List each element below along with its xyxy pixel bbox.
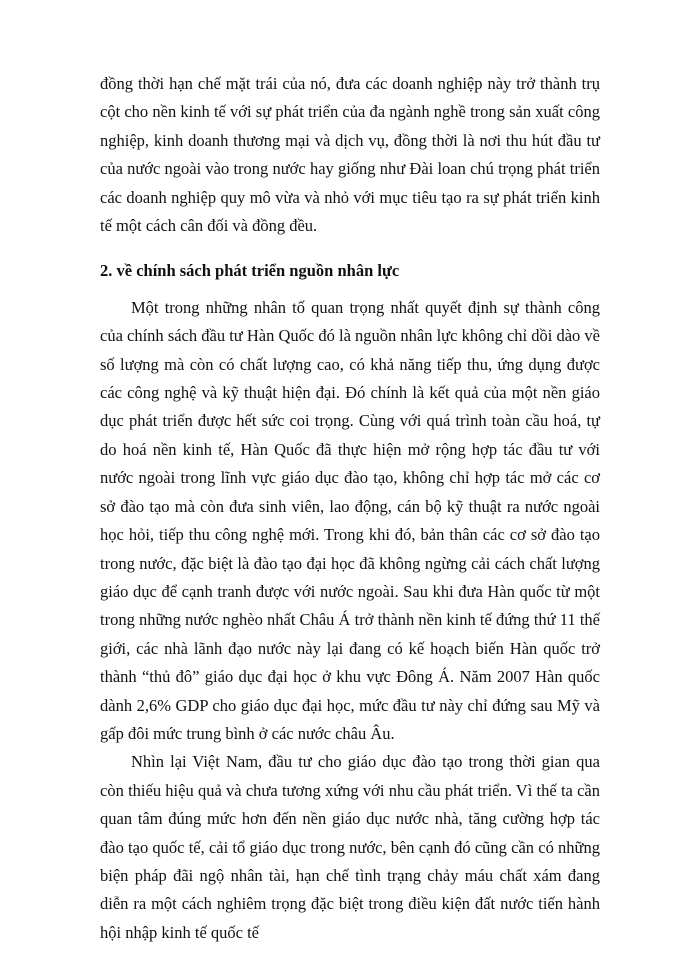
paragraph-intro: đồng thời hạn chế mặt trái của nó, đưa các doanh nghiệp này trở thành trụ cột cho nền kinh tế với sự phát triển của đa ngành nghề trong sản xuất công nghiệp, kinh doanh thương mại và dịch vụ, đồng thời là nơi thu hút đầu tư của nước ngoài vào trong nước hay giống như Đài loan chú trọng phát triển các doanh nghiệp quy mô vừa và nhỏ với mục tiêu tạo ra sự phát triển kinh tế một cách cân đối và đồng đều. [100,74,600,236]
section-heading: 2. về chính sách phát triển nguồn nhân lực [100,261,400,281]
paragraph-human-resources: Một trong những nhân tố quan trọng nhất quyết định sự thành công của chính sách đầu tư Hàn Quốc đó là nguồn nhân lực không chỉ dồi dào về số lượng mà còn có chất lượng cao, có khả năng tiếp thu, ứng dụng được các công nghệ và kỹ thuật hiện đại. Đó chính là kết quả của một nền giáo dục phát triển được hết sức coi trọng. Cùng với quá trình toàn cầu hoá, tự do hoá nền kinh tế, Hàn Quốc đã thực hiện mở rộng hợp tác đầu tư với nước ngoài trong lĩnh vực giáo dục đào tạo, không chỉ hợp tác mở các cơ sở đào tạo mà còn đưa sinh viên, lao động, cán bộ kỹ thuật ra nước ngoài học hỏi, tiếp thu công nghệ mới. Trong khi đó, bản thân các cơ sở đào tạo trong nước, đặc biệt là đào tạo đại học đã không ngừng cải cách chất lượng giáo dục để cạnh tranh được với nước ngoài. Sau khi đưa Hàn quốc từ một trong những nước nghèo nhất Châu Á trở thành nền kinh tế đứng thứ 11 thế giới, các nhà lãnh đạo nước này lại đang có kế hoạch biến Hàn quốc trở thành “thủ đô” giáo dục đại học ở khu vực Đông Á. Năm 2007 Hàn quốc dành 2,6% GDP cho giáo dục đại học, mức đầu tư này chỉ đứng sau Mỹ và gấp đôi mức trung bình ở các nước châu Âu. [100,297,600,743]
paragraph-vietnam: Nhìn lại Việt Nam, đầu tư cho giáo dục đào tạo trong thời gian qua còn thiếu hiệu quả và chưa tương xứng với nhu cầu phát triển. Vì thế ta cần quan tâm đúng mức hơn đến nền giáo dục nước nhà, tăng cường hợp tác đào tạo quốc tế, cải tổ giáo dục trong nước, bên cạnh đó cũng cần có những biện pháp đãi ngộ nhân tài, hạn chế tình trạng chảy máu chất xám đang diễn ra một cách nghiêm trọng đặc biệt trong điều kiện đất nước tiến hành hội nhập kinh tế quốc tế [100,752,600,942]
document-page [100,70,600,947]
